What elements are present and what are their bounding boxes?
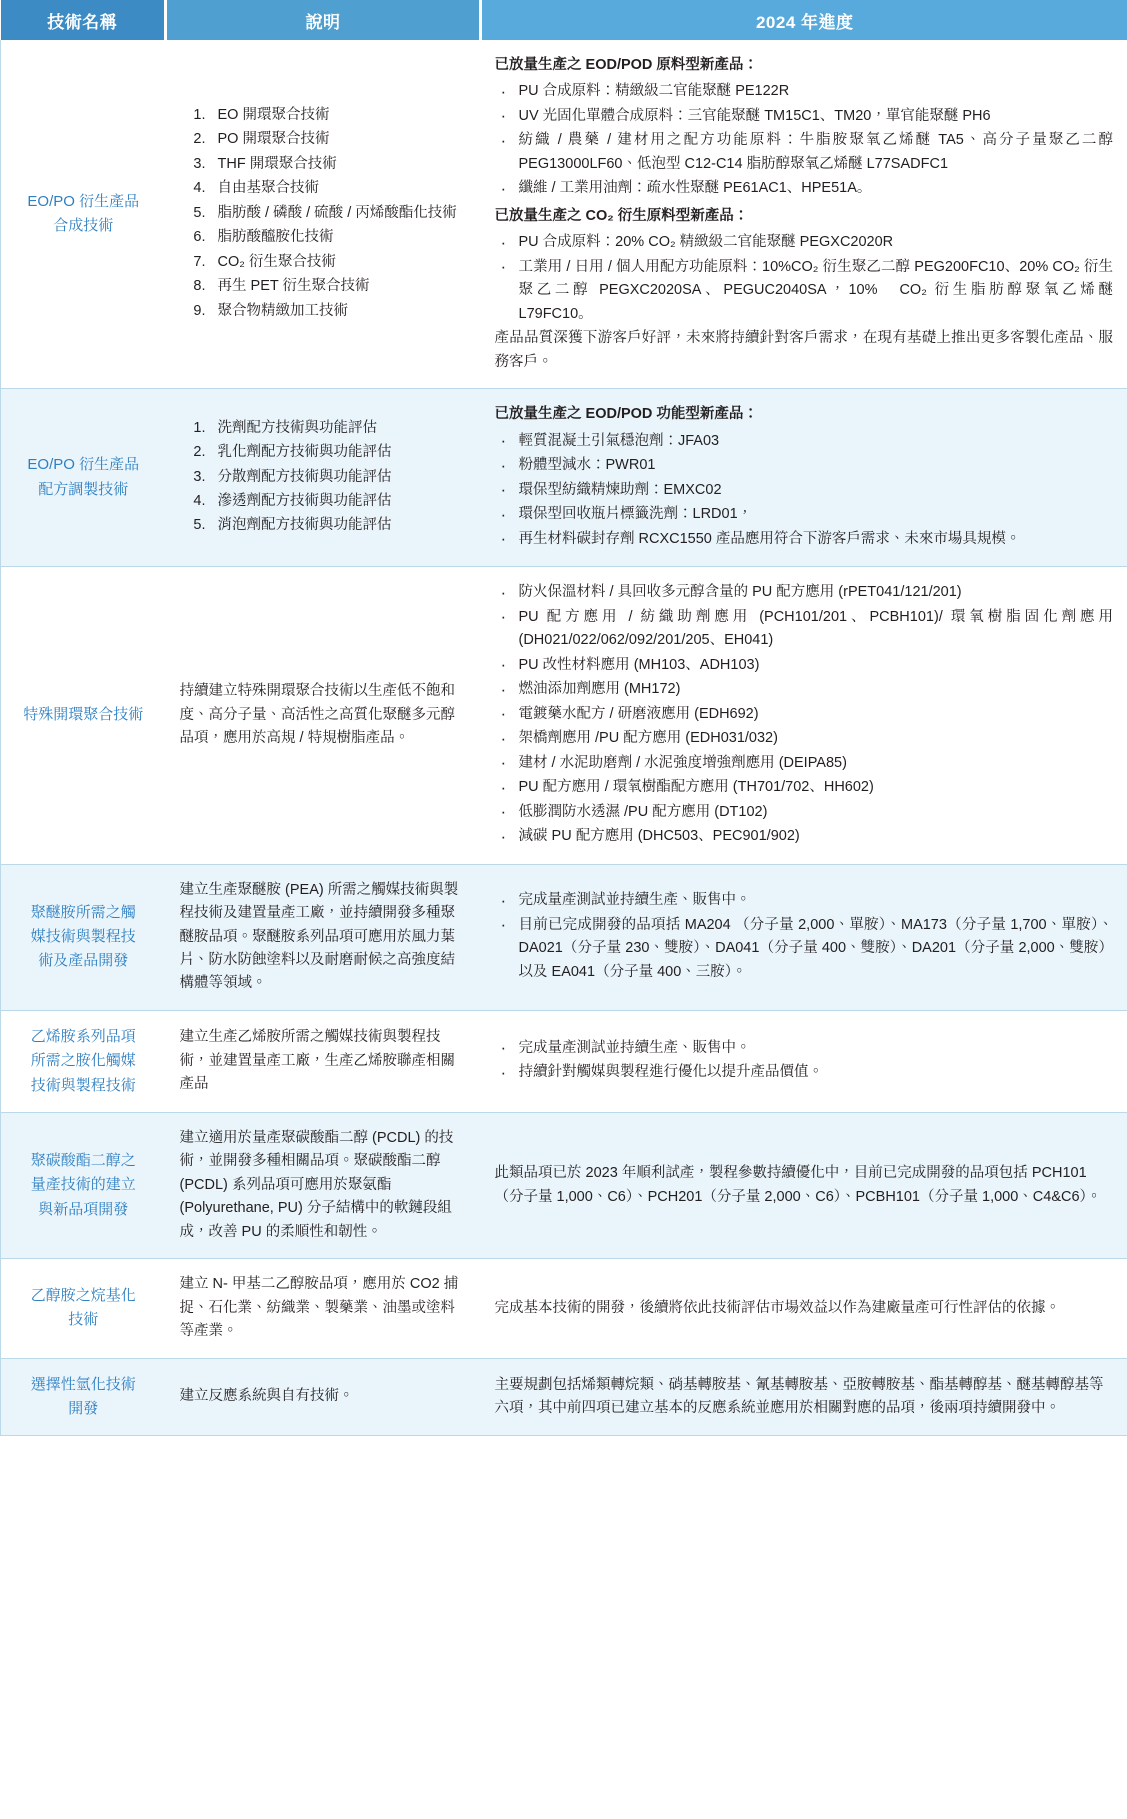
table-row <box>1 389 1127 567</box>
list-item: · PU 配方應用 / 紡織助劑應用 (PCH101/201、PCBH101)/ 環氧樹脂固化劑應用 (DH021/022/062/092/201/205、EH041) <box>495 606 1114 653</box>
list-item: · 電鍍藥水配方 / 研磨液應用 (EDH692) <box>495 703 1114 726</box>
progress-block-title: 已放量生產之 EOD/POD 原料型新產品： <box>494 57 758 73</box>
row-description: 建立適用於量產聚碳酸酯二醇 (PCDL) 的技術，並開發多種相關品項。聚碳酸酯二醇 (PCDL) 系列品項可應用於聚氨酯 (Polyurethane, PU) 分子結構中的軟鏈段組成，改善 PU 的柔順性和韌性。 <box>166 1112 481 1258</box>
tech-name-line: 技術 <box>68 1311 99 1329</box>
progress-closing-text: 產品品質深獲下游客戶好評，未來將持續針對客戶需求，在現有基礎上推出更多客製化產品、服務客戶。 <box>494 330 1113 370</box>
table-body <box>1 40 1127 1436</box>
table-row <box>1 864 1127 1010</box>
header-row <box>1 0 1127 40</box>
list-item: 9. 聚合物精緻加工技術 <box>210 300 467 323</box>
row-technology-name <box>1 1010 166 1112</box>
list-item: 5. 消泡劑配方技術與功能評估 <box>210 514 467 537</box>
list-item: · 目前已完成開發的品項括 MA204 （分子量 2,000、單胺）、MA173（分子量 1,700、單胺）、DA021（分子量 230、雙胺）、DA041（分子量 400、雙胺）、DA201（分子量 2,000、雙胺）以及 EA041（分子量 400、三胺）。 <box>495 914 1114 984</box>
column-header-description: 說明 <box>166 0 481 40</box>
table-row <box>1 567 1127 864</box>
list-item: · 低膨潤防水透濕 /PU 配方應用 (DT102) <box>495 801 1114 824</box>
progress-bullet-list <box>495 231 1114 326</box>
progress-bullet-list <box>495 1037 1114 1085</box>
list-item: · 減碳 PU 配方應用 (DHC503、PEC901/902) <box>495 825 1114 848</box>
progress-block-title: 已放量生產之 CO₂ 衍生原料型新產品： <box>494 207 749 224</box>
list-item: · 防火保溫材料 / 具回收多元醇含量的 PU 配方應用 (rPET041/121/201) <box>495 581 1114 604</box>
description-list <box>180 417 467 538</box>
tech-name-line: 與新品項開發 <box>38 1200 129 1218</box>
list-item: · 環保型回收瓶片標籤洗劑：LRD01， <box>495 503 1114 526</box>
list-item: · 完成量產測試並持續生產、販售中。 <box>495 889 1114 912</box>
row-progress: 此類品項已於 2023 年順利試產，製程參數持續優化中，目前已完成開發的品項包括 PCH101 （分子量 1,000、C6）、PCH201（分子量 2,000、C6）、PCBH101（分子量 1,000、C4&C6）。 <box>481 1112 1127 1258</box>
row-technology-name <box>1 864 166 1010</box>
tech-name-line: 術及產品開發 <box>38 952 129 970</box>
list-item: · 燃油添加劑應用 (MH172) <box>495 678 1114 701</box>
tech-name-line: 乙醇胺之烷基化 <box>30 1287 136 1305</box>
row-progress <box>481 1010 1127 1112</box>
list-item: · 粉體型減水：PWR01 <box>495 454 1114 477</box>
row-description: 建立反應系統與自有技術。 <box>166 1358 481 1436</box>
list-item: · PU 合成原料：精緻級二官能聚醚 PE122R <box>495 80 1114 103</box>
list-item: · 環保型紡織精煉助劑：EMXC02 <box>495 479 1114 502</box>
list-item: 4. 自由基聚合技術 <box>210 177 467 200</box>
tech-name-line: 開發 <box>68 1400 99 1418</box>
progress-block-title: 已放量生產之 EOD/POD 功能型新產品： <box>494 406 758 423</box>
description-list <box>180 104 467 323</box>
row-progress: 主要規劃包括烯類轉烷類、硝基轉胺基、氰基轉胺基、亞胺轉胺基、酯基轉醇基、醚基轉醇基等六項，其中前四項已建立基本的反應系統並應用於相關對應的品項，後兩項持續開發中。 <box>481 1358 1127 1436</box>
table-row <box>1 1010 1127 1112</box>
progress-bullet-list <box>495 80 1114 200</box>
list-item: 1. EO 開環聚合技術 <box>210 104 467 127</box>
progress-block <box>495 205 1114 326</box>
tech-name-line: 選擇性氫化技術 <box>30 1375 136 1393</box>
row-progress <box>481 864 1127 1010</box>
row-description: 建立生產聚醚胺 (PEA) 所需之觸媒技術與製程技術及建置量產工廠，並持續開發多種聚醚胺品項。聚醚胺系列品項可應用於風力葉片、防水防蝕塗料以及耐磨耐候之高強度結構體等領域。 <box>166 864 481 1010</box>
row-progress <box>481 40 1127 389</box>
list-item: 8. 再生 PET 衍生聚合技術 <box>210 275 467 298</box>
list-item: · 架橋劑應用 /PU 配方應用 (EDH031/032) <box>495 727 1114 750</box>
table-row <box>1 1112 1127 1258</box>
row-progress <box>481 567 1127 864</box>
list-item: · 輕質混凝土引氣穩泡劑：JFA03 <box>495 430 1114 453</box>
list-item: · PU 合成原料：20% CO₂ 精緻級二官能聚醚 PEGXC2020R <box>495 231 1114 254</box>
list-item: · 再生材料碳封存劑 RCXC1550 產品應用符合下游客戶需求、未來市場具規模。 <box>495 528 1114 551</box>
list-item: 1. 洗劑配方技術與功能評估 <box>210 417 467 440</box>
progress-bullet-list <box>495 430 1114 551</box>
tech-name-line: 聚醚胺所需之觸 <box>30 903 136 921</box>
tech-name-line: 量產技術的建立 <box>30 1176 136 1194</box>
tech-name-line: EO/PO 衍生產品 <box>27 456 140 474</box>
column-header-technology-name: 技術名稱 <box>1 0 166 40</box>
tech-name-line: 技術與製程技術 <box>30 1076 136 1094</box>
row-technology-name <box>1 1358 166 1436</box>
list-item: 7. CO₂ 衍生聚合技術 <box>210 251 467 274</box>
table-row <box>1 40 1127 389</box>
row-description <box>166 389 481 567</box>
row-description: 建立生產乙烯胺所需之觸媒技術與製程技術，並建置量產工廠，生產乙烯胺聯產相關產品 <box>166 1010 481 1112</box>
row-technology-name <box>1 389 166 567</box>
column-header-progress: 2024 年進度 <box>481 0 1127 40</box>
row-technology-name <box>1 1112 166 1258</box>
progress-bullet-list <box>495 889 1114 984</box>
list-item: · 纖維 / 工業用油劑：疏水性聚醚 PE61AC1、HPE51A。 <box>495 177 1114 200</box>
row-description: 持續建立特殊開環聚合技術以生產低不飽和度、高分子量、高活性之高質化聚醚多元醇品項，應用於高規 / 特規樹脂產品。 <box>166 567 481 864</box>
table-row <box>1 1358 1127 1436</box>
list-item: · PU 配方應用 / 環氧樹酯配方應用 (TH701/702、HH602) <box>495 776 1114 799</box>
table-row <box>1 1259 1127 1358</box>
tech-name-line: 合成技術 <box>53 217 114 235</box>
progress-bullet-list <box>495 581 1114 848</box>
row-technology-name <box>1 40 166 389</box>
list-item: · 建材 / 水泥助磨劑 / 水泥強度增強劑應用 (DEIPA85) <box>495 752 1114 775</box>
list-item: 4. 滲透劑配方技術與功能評估 <box>210 490 467 513</box>
tech-name-line: 媒技術與製程技 <box>30 928 136 946</box>
row-technology-name: 特殊開環聚合技術 <box>1 567 166 864</box>
tech-name-line: 配方調製技術 <box>38 480 129 498</box>
list-item: · 紡織 / 農藥 / 建材用之配方功能原料：牛脂胺聚氧乙烯醚 TA5、高分子量聚乙二醇 PEG13000LF60、低泡型 C12-C14 脂肪醇聚氧乙烯醚 L77SADFC1 <box>495 129 1114 176</box>
list-item: · PU 改性材料應用 (MH103、ADH103) <box>495 654 1114 677</box>
list-item: 5. 脂肪酸 / 磷酸 / 硫酸 / 丙烯酸酯化技術 <box>210 202 467 225</box>
row-description: 建立 N- 甲基二乙醇胺品項，應用於 CO2 捕捉、石化業、紡織業、製藥業、油墨或塗料等產業。 <box>166 1259 481 1358</box>
list-item: 2. 乳化劑配方技術與功能評估 <box>210 441 467 464</box>
list-item: 3. 分散劑配方技術與功能評估 <box>210 466 467 489</box>
row-progress <box>481 389 1127 567</box>
row-technology-name <box>1 1259 166 1358</box>
tech-name-line: EO/PO 衍生產品 <box>27 192 140 210</box>
tech-name-line: 所需之胺化觸媒 <box>30 1052 136 1070</box>
list-item: · 完成量產測試並持續生產、販售中。 <box>495 1037 1114 1060</box>
progress-block <box>495 54 1114 201</box>
list-item: · 持續針對觸媒與製程進行優化以提升產品價值。 <box>495 1061 1114 1084</box>
tech-name-line: 聚碳酸酯二醇之 <box>30 1152 136 1170</box>
list-item: 6. 脂肪酸醯胺化技術 <box>210 226 467 249</box>
row-description <box>166 40 481 389</box>
tech-name-line: 乙烯胺系列品項 <box>30 1027 136 1045</box>
list-item: · 工業用 / 日用 / 個人用配方功能原料：10%CO₂ 衍生聚乙二醇 PEG200FC10、20% CO₂ 衍生聚乙二醇 PEGXC2020SA、PEGUC2040SA，10% CO₂ 衍生脂肪醇聚氧乙烯醚 L79FC10。 <box>495 256 1114 326</box>
list-item: 2. PO 開環聚合技術 <box>210 128 467 151</box>
table-header <box>1 0 1127 40</box>
progress-block <box>495 403 1114 551</box>
row-progress: 完成基本技術的開發，後續將依此技術評估市場效益以作為建廠量產可行性評估的依據。 <box>481 1259 1127 1358</box>
list-item: · UV 光固化單體合成原料：三官能聚醚 TM15C1、TM20，單官能聚醚 PH6 <box>495 105 1114 128</box>
list-item: 3. THF 開環聚合技術 <box>210 153 467 176</box>
